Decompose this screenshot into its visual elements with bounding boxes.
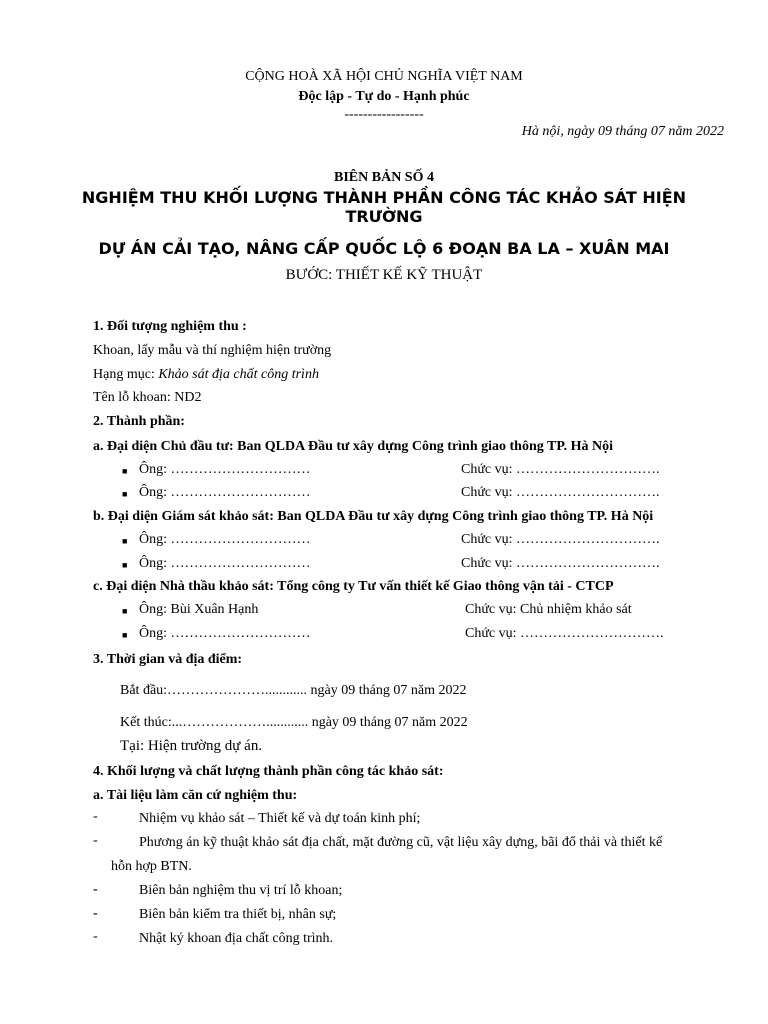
end-time: Kết thúc:...………………............ ngày 09 tháng 07 năm 2022 [120,715,468,730]
section-1-item-work: Khoan, lấy mẫu và thí nghiệm hiện trường [93,343,332,358]
bullet-icon: ■ [122,466,128,476]
category-value: Khảo sát địa chất công trình [158,367,319,382]
investor-rep-2-role: Chức vụ: …………………………. [461,485,660,500]
document-item-3: Biên bản nghiệm thu vị trí lỗ khoan; [139,883,343,898]
section-4-heading: 4. Khối lượng và chất lượng thành phần công tác khảo sát: [93,764,444,779]
supervision-rep-2-name: Ông: ………………………… [139,556,311,571]
bullet-icon: ■ [122,489,128,499]
investor-rep-1-role: Chức vụ: …………………………. [461,462,660,477]
investor-rep-2-name: Ông: ………………………… [139,485,311,500]
document-item-2-continued: hỗn hợp BTN. [111,859,192,874]
document-number: BIÊN BẢN SỐ 4 [334,170,434,185]
reference-documents-heading: a. Tài liệu làm căn cứ nghiệm thu: [93,788,298,803]
motto: Độc lập - Tự do - Hạnh phúc [298,89,470,104]
document-date: Hà nội, ngày 09 tháng 07 năm 2022 [521,124,724,139]
document-item-4: Biên bản kiểm tra thiết bị, nhân sự; [139,907,337,922]
dash-bullet: - [93,882,98,897]
section-1-heading: 1. Đối tượng nghiệm thu : [93,319,247,334]
supervision-rep-1-name: Ông: ………………………… [139,532,311,547]
document-item-2: Phương án kỹ thuật khảo sát địa chất, mặt đường cũ, vật liệu xây dựng, bãi đổ thải và thiết kế [139,835,663,850]
bullet-icon: ■ [122,560,128,570]
supervision-representative-heading: b. Đại diện Giám sát khảo sát: Ban QLDA Đầu tư xây dựng Công trình giao thông TP. Hà Nội [93,509,654,524]
start-time: Bắt đầu:…………………............ ngày 09 tháng 07 năm 2022 [120,683,467,698]
title-line-1: NGHIỆM THU KHỐI LƯỢNG THÀNH PHẦN CÔNG TÁC KHẢO SÁT HIỆN [81,188,687,207]
design-step: BƯỚC: THIẾT KẾ KỸ THUẬT [285,267,483,283]
dash-bullet: - [93,809,98,824]
investor-rep-1-name: Ông: ………………………… [139,462,311,477]
title-line-2: TRƯỜNG [345,207,423,226]
section-2-heading: 2. Thành phần: [93,414,185,429]
location: Tại: Hiện trường dự án. [120,738,263,754]
dash-bullet: - [93,906,98,921]
dash-bullet: - [93,929,98,944]
section-1-item-category [93,366,319,384]
header-divider: ----------------- [344,107,424,122]
bullet-icon: ■ [122,606,128,616]
bullet-icon: ■ [122,630,128,640]
document-item-1: Nhiệm vụ khảo sát – Thiết kế và dự toán kinh phí; [139,811,421,826]
supervision-rep-2-role: Chức vụ: …………………………. [461,556,660,571]
supervision-rep-1-role: Chức vụ: …………………………. [461,532,660,547]
document-item-5: Nhật ký khoan địa chất công trình. [139,931,334,946]
investor-representative-heading: a. Đại diện Chủ đầu tư: Ban QLDA Đầu tư xây dựng Công trình giao thông TP. Hà Nội [93,439,613,454]
project-title: DỰ ÁN CẢI TẠO, NÂNG CẤP QUỐC LỘ 6 ĐOẠN BA LA – XUÂN MAI [98,239,670,258]
bullet-icon: ■ [122,536,128,546]
contractor-representative-heading: c. Đại diện Nhà thầu khảo sát: Tổng công ty Tư vấn thiết kế Giao thông vận tải - CTCP [93,579,614,594]
section-1-item-borehole: Tên lỗ khoan: ND2 [93,390,202,405]
dash-bullet: - [93,833,98,848]
contractor-rep-2-role: Chức vụ: …………………………. [465,626,664,641]
contractor-rep-1-role: Chức vụ: Chủ nhiệm khảo sát [465,602,632,617]
section-3-heading: 3. Thời gian và địa điểm: [93,652,243,667]
contractor-rep-1-name: Ông: Bùi Xuân Hạnh [139,602,259,617]
category-label: Hạng mục: [93,367,159,382]
republic-heading: CỘNG HOÀ XÃ HỘI CHỦ NGHĨA VIỆT NAM [245,69,523,84]
contractor-rep-2-name: Ông: ………………………… [139,626,311,641]
